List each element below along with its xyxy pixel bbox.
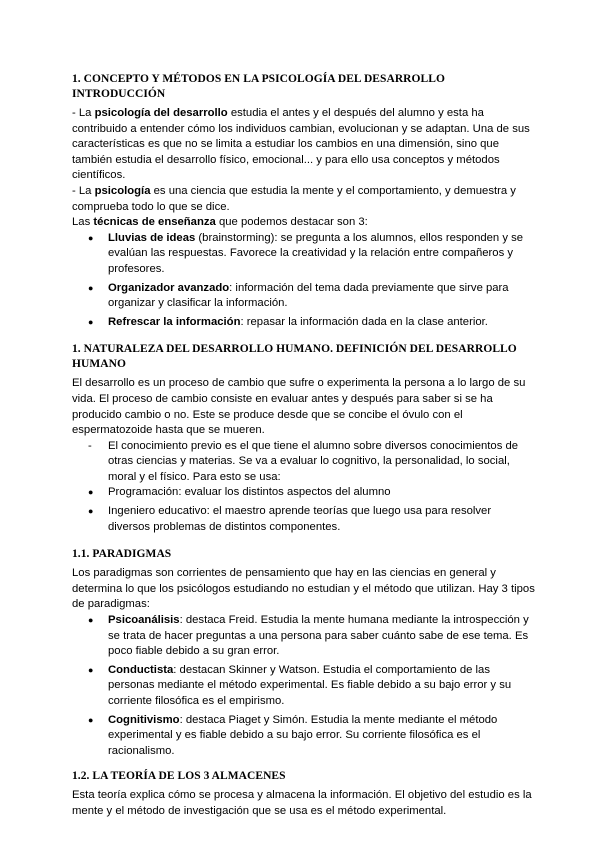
list-item-text: : repasar la información dada en la clase anterior. (240, 315, 488, 328)
bold-term: Refrescar la información (108, 315, 241, 328)
section-heading-paradigmas: 1.1. PARADIGMAS (72, 548, 172, 561)
bold-term: Lluvias de ideas (108, 231, 196, 244)
list-item (72, 485, 536, 501)
list-item (72, 713, 536, 760)
list-item (72, 613, 536, 660)
bullet-icon (88, 485, 102, 501)
section-heading-concepto (72, 72, 536, 102)
naturaleza-list (72, 439, 536, 536)
paragraph-desarrollo: El desarrollo es un proceso de cambio que sufre o experimenta la persona a lo largo de su vida. El proceso de cambio consiste en evaluar antes y después para saber si se ha producido cambio o no. Este se produce desde que se concibe el óvulo con el espermatozoide hasta que se mueren. (72, 377, 526, 437)
list-item-text: El conocimiento previo es el que tiene el alumno sobre diversos conocimientos de otras ciencias y materias. Se va a evaluar lo cognitivo, la personalidad, lo social, moral y el físico. Para esto se usa: (108, 439, 519, 483)
list-item (72, 231, 536, 278)
list-item (72, 439, 536, 486)
bullet-icon (88, 713, 102, 729)
bold-term: técnicas de enseñanza (93, 216, 216, 229)
bullet-icon (88, 663, 102, 679)
dash-prefix: - La (72, 184, 95, 197)
paragraph-text: estudia el antes y el después del alumno y esta ha contribuido a entender cómo los individuos cambian, evolucionan y se adaptan. Una de sus características es que no se limita a estudiar los cambios en una dimensión, sino que también estudia el desarrollo físico, emocional... y para ello usa conceptos y métodos científicos. (72, 107, 530, 182)
paragraph-paradigmas: Los paradigmas son corrientes de pensamiento que hay en las ciencias en general y determina lo que los psicólogos estudiando no estudian y el método que utilizan. Hay 3 tipos de paradigmas: (72, 567, 535, 611)
list-item (72, 315, 536, 331)
dash-marker (88, 439, 102, 455)
list-item-text: Programación: evaluar los distintos aspectos del alumno (108, 486, 391, 499)
bold-term: Organizador avanzado (108, 281, 230, 294)
paragraph-tecnicas (72, 215, 536, 231)
tecnicas-list (72, 231, 536, 331)
bold-term: Psicoanálisis (108, 614, 180, 627)
heading-line: INTRODUCCIÓN (72, 88, 166, 100)
section-heading-almacenes: 1.2. LA TEORÍA DE LOS 3 ALMACENES (72, 770, 286, 783)
list-item-text: : destaca Piaget y Simón. Estudia la mente mediante el método experimental y es fiable debido a su bajo error. Su corriente filosófica es el racionalismo. (108, 713, 498, 757)
paragraph-text: que podemos destacar son 3: (215, 216, 368, 229)
list-item-text: : destacan Skinner y Watson. Estudia el comportamiento de las personas mediante el método experimental. Es fiable debido a su bajo error y su corriente filosófica es el empirismo. (108, 663, 512, 707)
paragraph-almacenes: Esta teoría explica cómo se procesa y almacena la información. El objetivo del estudio es la mente y el método de investigación que se usa es el método experimental. (72, 789, 532, 817)
list-item-text: (brainstorming): se pregunta a los alumnos, ellos responden y se evalúan las respuestas. Favorece la creatividad y la relación entre compañeros y profesores. (108, 231, 524, 275)
heading-line: 1. NATURALEZA DEL DESARROLLO HUMANO. DEFINICIÓN DEL DESARROLLO (72, 343, 517, 356)
bullet-icon (88, 315, 102, 331)
heading-line: 1. CONCEPTO Y MÉTODOS EN LA PSICOLOGÍA DEL DESARROLLO (72, 73, 445, 85)
bullet-icon (88, 281, 102, 297)
section-heading-naturaleza (72, 342, 536, 372)
list-item (72, 504, 536, 535)
paradigmas-list (72, 613, 536, 759)
bold-term: Cognitivismo (108, 713, 180, 726)
list-item-text: : información del tema dada previamente que sirve para organizar y clasificar la información. (108, 281, 509, 310)
paragraph-text: es una ciencia que estudia la mente y el comportamiento, y demuestra y comprueba todo lo que se dice. (72, 184, 516, 213)
bold-term: Conductista (108, 663, 174, 676)
list-item (72, 663, 536, 710)
bullet-icon (88, 504, 102, 520)
paragraph-text: Las (72, 216, 94, 229)
heading-line: HUMANO (72, 358, 126, 371)
bullet-icon (88, 613, 102, 629)
bold-term: psicología (94, 184, 151, 197)
bold-term: psicología del desarrollo (94, 107, 228, 119)
paragraph-psicologia (72, 184, 536, 215)
bullet-icon (88, 231, 102, 247)
dash-prefix: - La (72, 107, 95, 119)
paragraph-psicologia-desarrollo (72, 106, 536, 184)
list-item-text: : destaca Freid. Estudia la mente humana mediante la introspección y se trata de hacer preguntas a una persona para saber cuánto sabe de ese tema. Es poco fiable debido a su gran error. (108, 614, 529, 658)
list-item-text: Ingeniero educativo: el maestro aprende teorías que luego usa para resolver diversos problemas de distintos componentes. (108, 505, 492, 533)
list-item (72, 281, 536, 312)
